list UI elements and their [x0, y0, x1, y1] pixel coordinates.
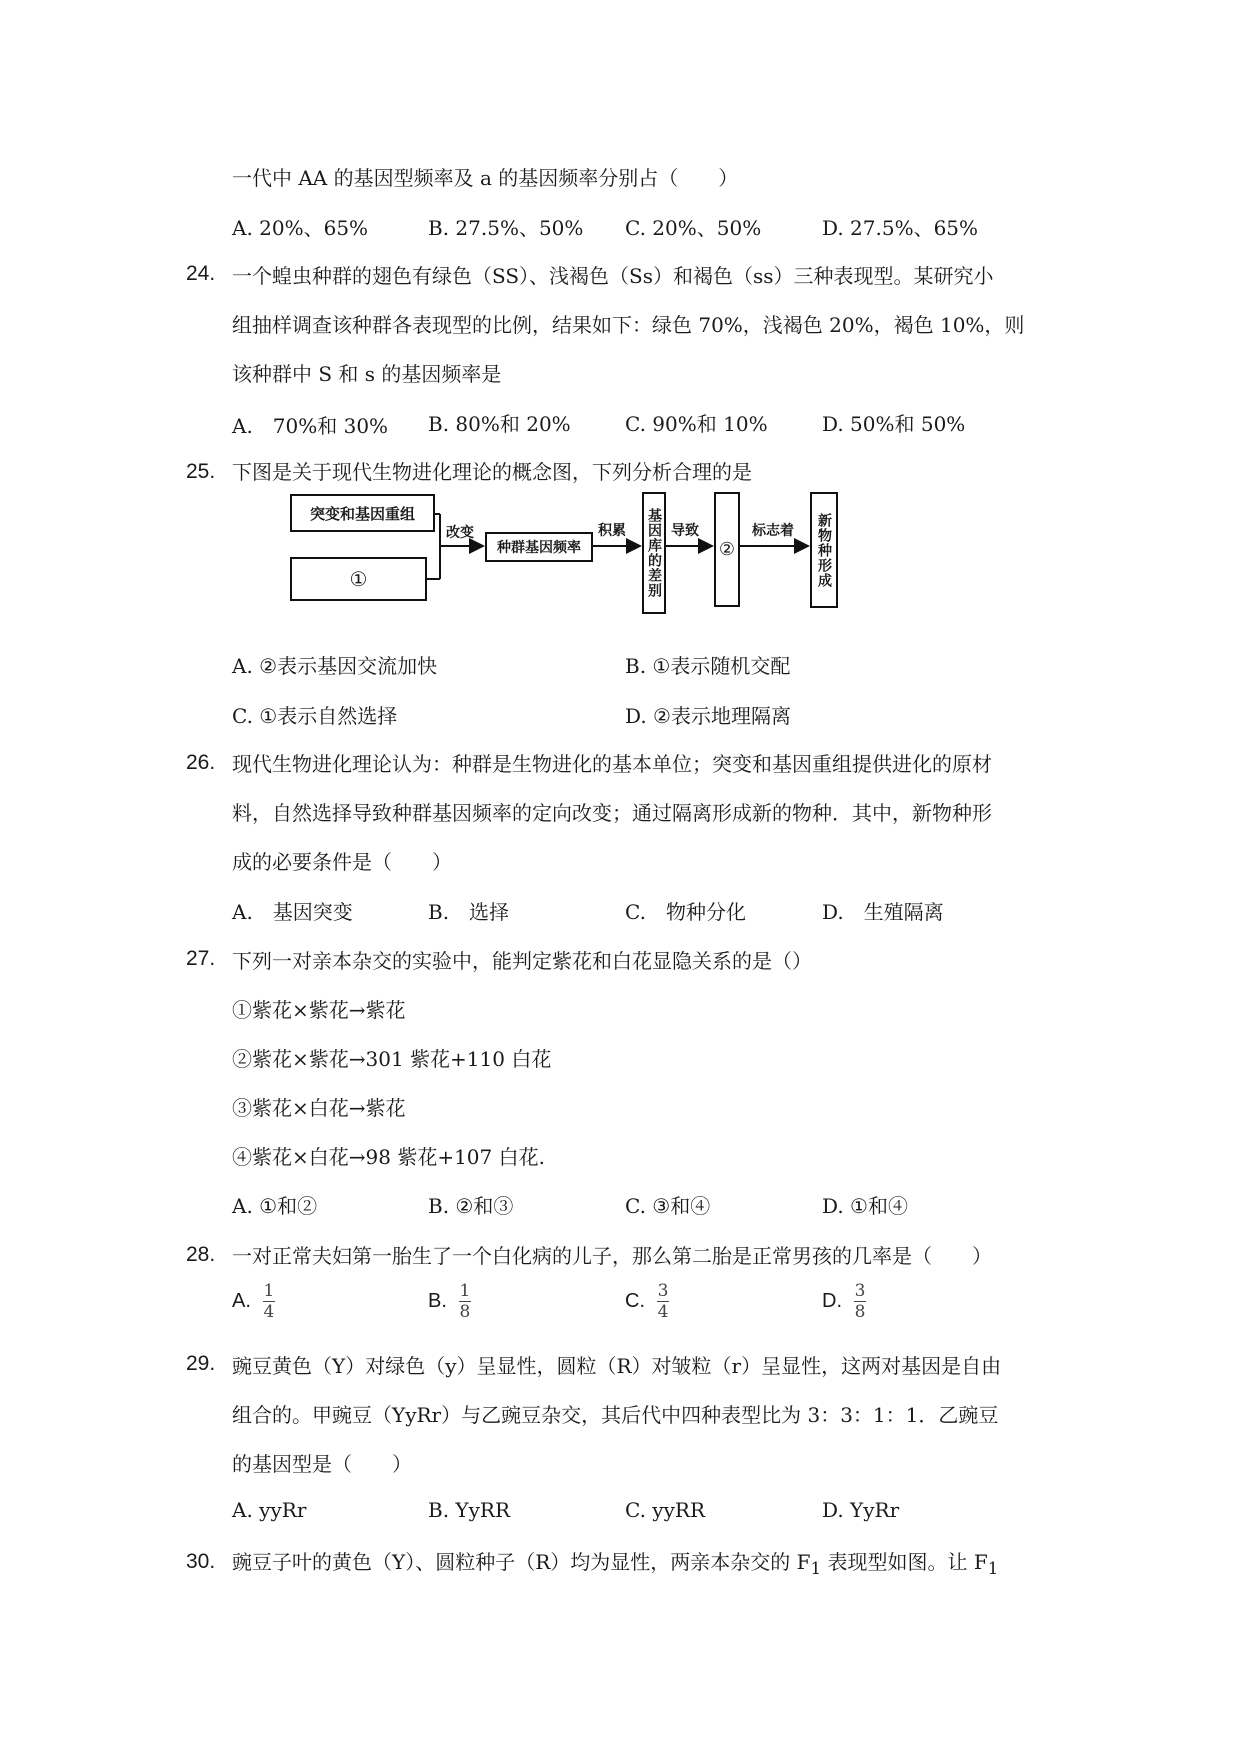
label-lead-to: 导致	[671, 523, 699, 539]
q26-option-d: D. 生殖隔离	[822, 900, 944, 924]
q28-option-c-label: C.	[625, 1290, 645, 1312]
q28-option-b	[428, 1282, 471, 1321]
q28-option-d	[822, 1282, 866, 1321]
box-blank-1: ①	[290, 557, 427, 601]
box-blank-2: ②	[714, 492, 740, 607]
q23-option-b: B. 27.5%、50%	[428, 216, 584, 240]
q27-option-a: A. ①和②	[232, 1194, 318, 1218]
box-gene-pool-difference: 基因库的差别	[642, 492, 666, 614]
q24-option-d: D. 50%和 50%	[822, 412, 966, 436]
q23-option-d: D. 27.5%、65%	[822, 216, 979, 240]
q28-option-d-fraction	[854, 1282, 866, 1321]
q25-line: 下图是关于现代生物进化理论的概念图，下列分析合理的是	[232, 460, 752, 484]
q23-option-c: C. 20%、50%	[625, 216, 762, 240]
box-mutation-recombination: 突变和基因重组	[290, 494, 435, 532]
q27-item-2: ②紫花×紫花→301 紫花+110 白花	[232, 1047, 552, 1071]
q28-option-b-fraction	[459, 1282, 471, 1321]
q27-line: 下列一对亲本杂交的实验中，能判定紫花和白花显隐关系的是（）	[232, 949, 812, 973]
q27-option-c: C. ③和④	[625, 1194, 711, 1218]
q24-line-3: 该种群中 S 和 s 的基因频率是	[232, 362, 502, 386]
label-marks: 标志着	[752, 523, 794, 539]
q25-number: 25.	[186, 460, 216, 483]
q28-line: 一对正常夫妇第一胎生了一个白化病的儿子，那么第二胎是正常男孩的几率是（ ）	[232, 1244, 992, 1268]
fraction-numerator: 1	[459, 1281, 471, 1301]
q25-option-d: D. ②表示地理隔离	[625, 704, 791, 728]
q29-number: 29.	[186, 1352, 216, 1375]
fraction-denominator: 4	[657, 1302, 669, 1322]
q25-option-c: C. ①表示自然选择	[232, 704, 398, 728]
q27-option-b: B. ②和③	[428, 1194, 514, 1218]
q28-option-c-fraction	[657, 1282, 669, 1321]
q28-option-a	[232, 1282, 275, 1321]
q24-option-c: C. 90%和 10%	[625, 412, 768, 436]
q26-line-2: 料，自然选择导致种群基因频率的定向改变；通过隔离形成新的物种．其中，新物种形	[232, 801, 992, 825]
q28-option-d-label: D.	[822, 1290, 842, 1312]
q30-subscript-2: 1	[987, 1559, 999, 1578]
q26-line-1: 现代生物进化理论认为：种群是生物进化的基本单位；突变和基因重组提供进化的原材	[232, 752, 992, 776]
q28-option-b-label: B.	[428, 1290, 447, 1312]
q26-number: 26.	[186, 751, 216, 774]
label-accumulate: 积累	[598, 523, 626, 539]
q27-item-4: ④紫花×白花→98 紫花+107 白花.	[232, 1145, 545, 1169]
label-change: 改变	[446, 525, 474, 541]
q26-line-3: 成的必要条件是（ ）	[232, 850, 452, 874]
q24-number: 24.	[186, 262, 216, 285]
box-gene-frequency: 种群基因频率	[485, 532, 593, 562]
q23-option-a: A. 20%、65%	[232, 216, 369, 240]
q25-option-b: B. ①表示随机交配	[625, 654, 791, 678]
q30-text-2: 表现型如图。让 F	[821, 1550, 988, 1574]
q29-line-3: 的基因型是（ ）	[232, 1452, 412, 1476]
fraction-numerator: 3	[657, 1281, 669, 1301]
q29-line-1: 豌豆黄色（Y）对绿色（y）呈显性，圆粒（R）对皱粒（r）呈显性，这两对基因是自由	[232, 1354, 1002, 1378]
q24-line-1: 一个蝗虫种群的翅色有绿色（SS）、浅褐色（Ss）和褐色（ss）三种表现型。某研究小	[232, 264, 994, 288]
fraction-numerator: 1	[263, 1281, 275, 1301]
q27-item-1: ①紫花×紫花→紫花	[232, 998, 406, 1022]
q26-option-b: B. 选择	[428, 900, 510, 924]
q29-option-c: C. yyRR	[625, 1498, 706, 1522]
concept-map-diagram	[290, 492, 850, 617]
q27-option-d: D. ①和④	[822, 1194, 908, 1218]
q30-number: 30.	[186, 1550, 216, 1573]
fraction-denominator: 4	[263, 1302, 275, 1322]
q24-option-b: B. 80%和 20%	[428, 412, 571, 436]
fraction-denominator: 8	[854, 1302, 866, 1322]
box-new-species: 新物种形成	[810, 492, 838, 608]
q28-option-a-label: A.	[232, 1290, 251, 1312]
q28-option-a-fraction	[263, 1282, 275, 1321]
q27-item-3: ③紫花×白花→紫花	[232, 1096, 406, 1120]
q24-option-a: A. 70%和 30%	[232, 414, 389, 438]
q29-option-d: D. YyRr	[822, 1498, 900, 1522]
q28-number: 28.	[186, 1243, 216, 1266]
q27-number: 27.	[186, 947, 216, 970]
q26-option-a: A. 基因突变	[232, 900, 353, 924]
q23-line: 一代中 AA 的基因型频率及 a 的基因频率分别占（ ）	[232, 166, 739, 190]
q26-option-c: C. 物种分化	[625, 900, 746, 924]
q29-option-b: B. YyRR	[428, 1498, 511, 1522]
q24-line-2: 组抽样调查该种群各表现型的比例，结果如下：绿色 70%，浅褐色 20%，褐色 10%，则	[232, 313, 1025, 337]
q30-text-1: 豌豆子叶的黄色（Y）、圆粒种子（R）均为显性，两亲本杂交的 F	[232, 1550, 811, 1574]
q28-option-c	[625, 1282, 669, 1321]
q29-option-a: A. yyRr	[232, 1498, 307, 1522]
q25-option-a: A. ②表示基因交流加快	[232, 654, 438, 678]
q29-line-2: 组合的。甲豌豆（YyRr）与乙豌豆杂交，其后代中四种表型比为 3：3：1：1．乙豌豆	[232, 1403, 999, 1427]
fraction-denominator: 8	[459, 1302, 471, 1322]
fraction-numerator: 3	[854, 1281, 866, 1301]
q30-subscript-1: 1	[810, 1559, 822, 1578]
q30-line	[232, 1546, 998, 1578]
